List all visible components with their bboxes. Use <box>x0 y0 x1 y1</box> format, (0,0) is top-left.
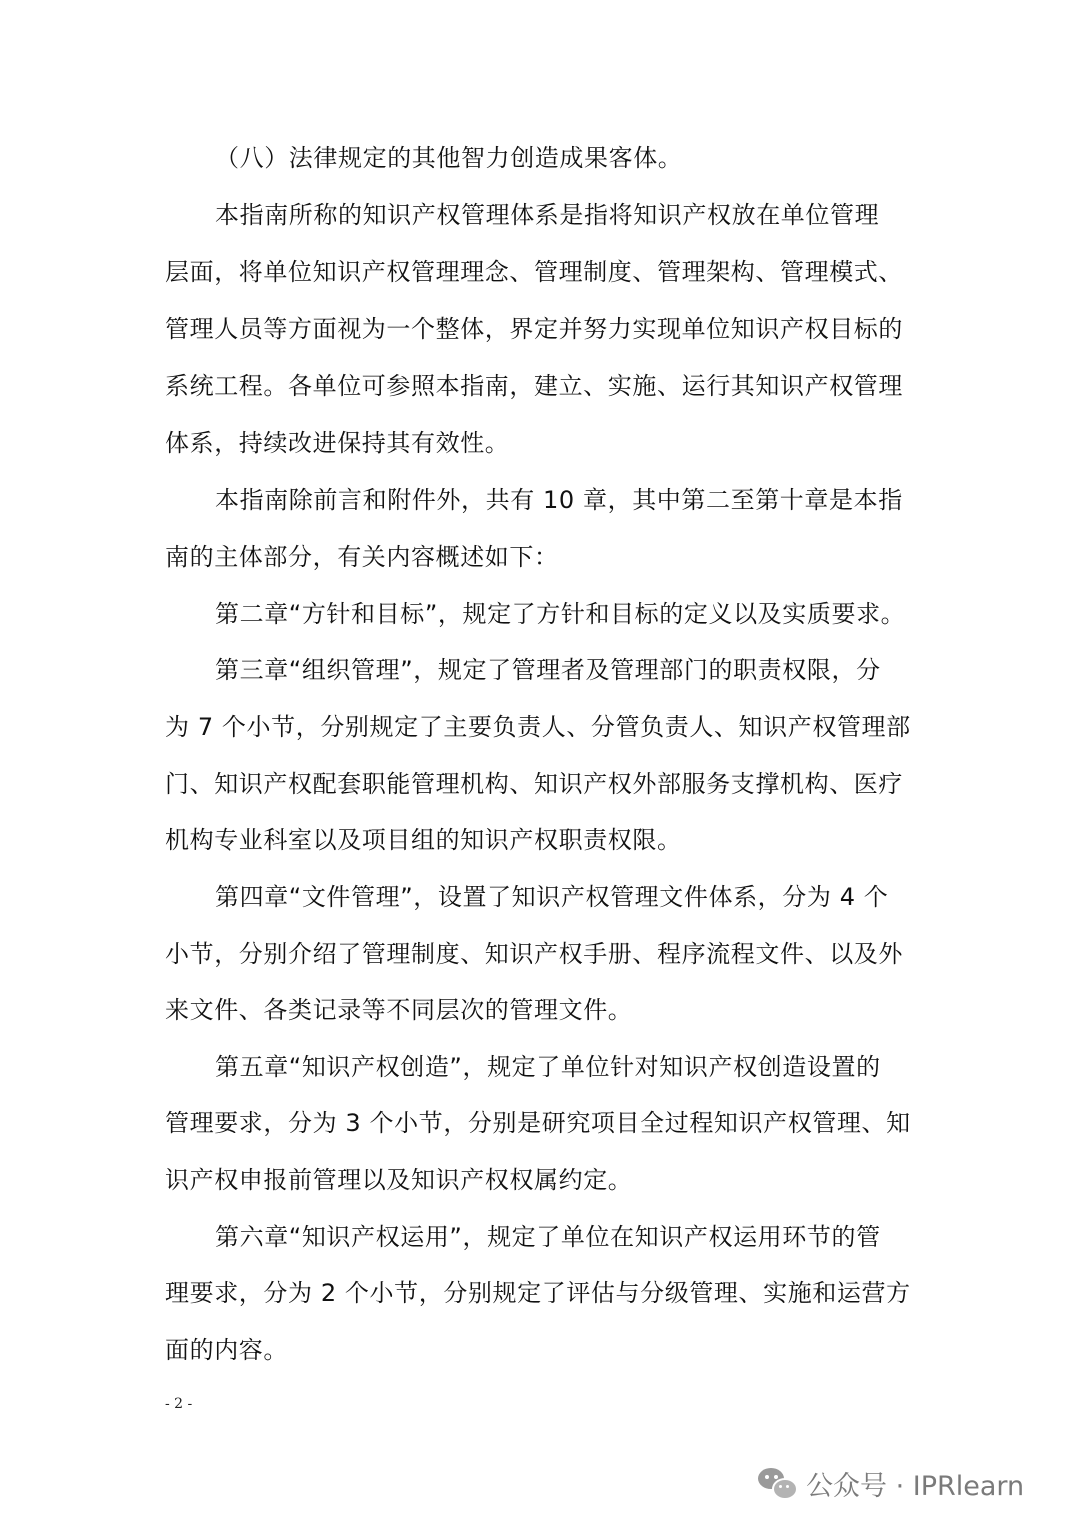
watermark-text: 公众号 · IPRlearn <box>806 1470 1025 1502</box>
text-line: 小节，分别介绍了管理制度、知识产权手册、程序流程文件、以及外 <box>165 940 903 968</box>
text-line: （八）法律规定的其他智力创造成果客体。 <box>215 144 683 172</box>
text-line: 识产权申报前管理以及知识产权权属约定。 <box>165 1166 633 1194</box>
text-line: 管理人员等方面视为一个整体，界定并努力实现单位知识产权目标的 <box>165 315 903 343</box>
text-line: 机构专业科室以及项目组的知识产权职责权限。 <box>165 826 682 854</box>
text-line: 为 7 个小节，分别规定了主要负责人、分管负责人、知识产权管理部 <box>165 713 911 741</box>
text-line: 来文件、各类记录等不同层次的管理文件。 <box>165 996 633 1024</box>
text-line: 第四章“文件管理”，设置了知识产权管理文件体系，分为 4 个 <box>215 883 889 911</box>
text-line: 第六章“知识产权运用”，规定了单位在知识产权运用环节的管 <box>215 1223 881 1251</box>
text-line: 管理要求，分为 3 个小节，分别是研究项目全过程知识产权管理、知 <box>165 1109 911 1137</box>
text-line: 理要求，分为 2 个小节，分别规定了评估与分级管理、实施和运营方 <box>165 1279 911 1307</box>
text-line: 第三章“组织管理”，规定了管理者及管理部门的职责权限，分 <box>215 656 881 684</box>
text-line: 面的内容。 <box>165 1336 288 1364</box>
text-line: 南的主体部分，有关内容概述如下： <box>165 543 559 571</box>
watermark <box>758 1463 1024 1503</box>
text-line: 体系，持续改进保持其有效性。 <box>165 429 510 457</box>
text-line: 本指南除前言和附件外，共有 10 章，其中第二至第十章是本指 <box>215 486 903 514</box>
text-line: 系统工程。各单位可参照本指南，建立、实施、运行其知识产权管理 <box>165 372 903 400</box>
text-line: 层面，将单位知识产权管理理念、管理制度、管理架构、管理模式、 <box>165 258 903 286</box>
text-line: 第二章“方针和目标”，规定了方针和目标的定义以及实质要求。 <box>215 600 906 628</box>
text-line: 门、知识产权配套职能管理机构、知识产权外部服务支撑机构、医疗 <box>165 770 903 798</box>
wechat-icon <box>758 1466 796 1500</box>
text-line: 第五章“知识产权创造”，规定了单位针对知识产权创造设置的 <box>215 1053 881 1081</box>
page-number: - 2 - <box>165 1396 193 1412</box>
text-line: 本指南所称的知识产权管理体系是指将知识产权放在单位管理 <box>215 201 880 229</box>
